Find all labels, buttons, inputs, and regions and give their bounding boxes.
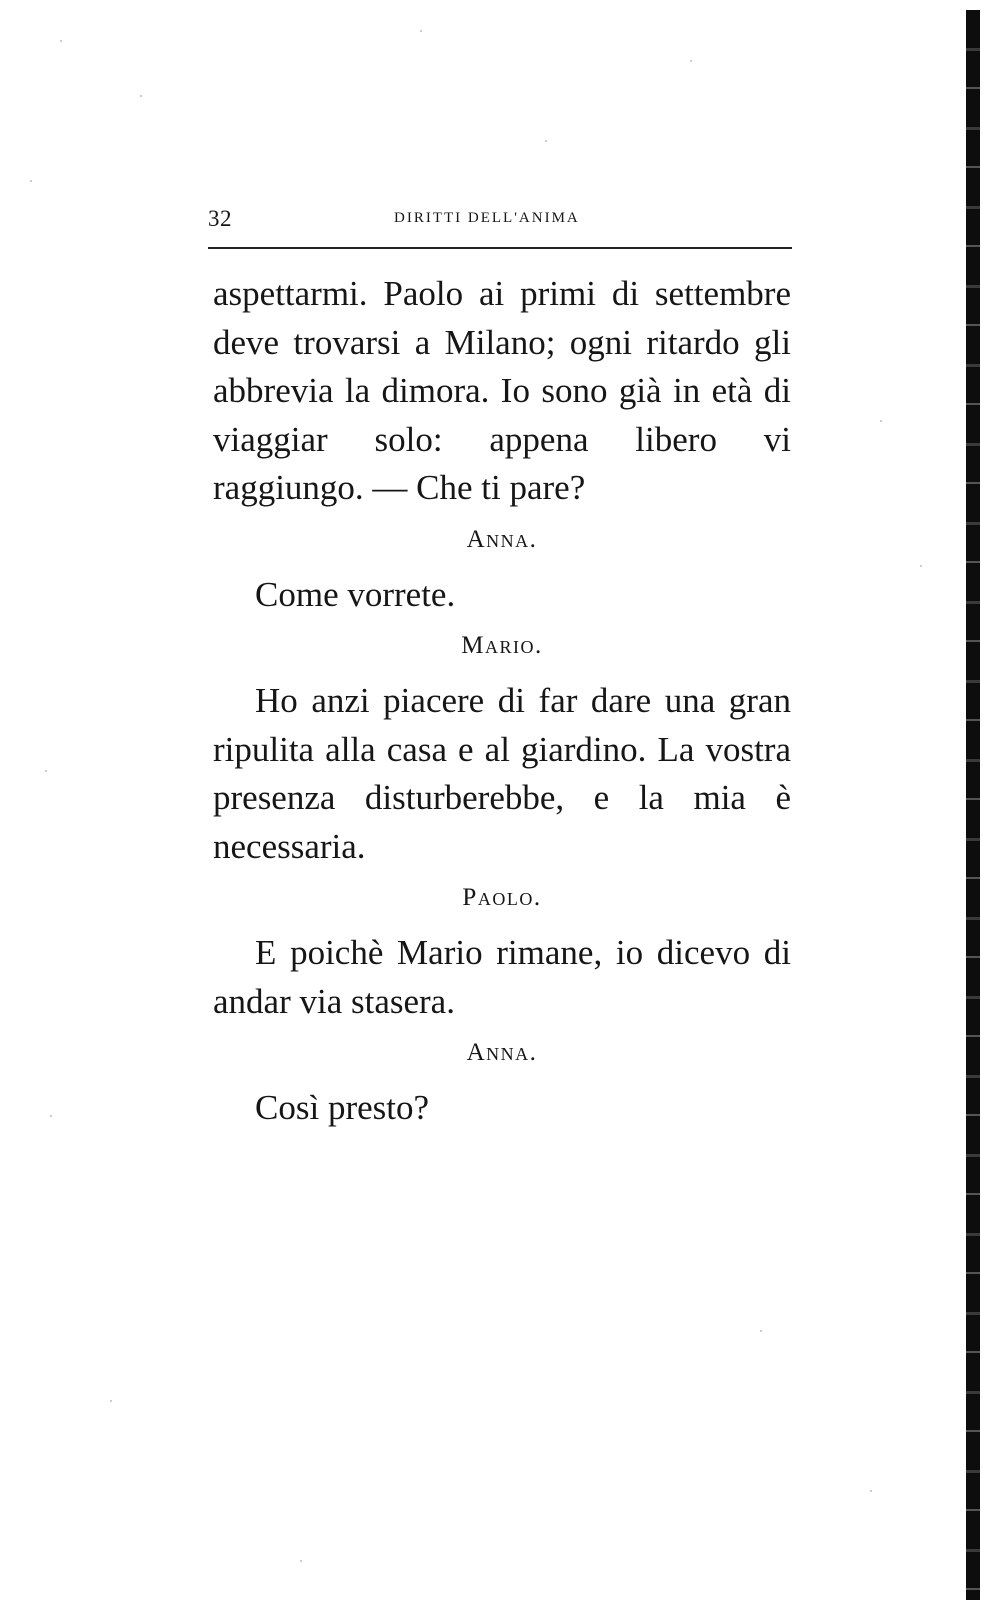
header-rule xyxy=(208,247,792,249)
opening-paragraph: aspettarmi. Paolo ai primi di settembre deve trovarsi a Milano; ogni ritardo gli abbrevia la dimora. Io sono già in età di viaggiar solo: appena libero vi raggiungo. — Che ti pare? xyxy=(213,274,791,507)
scan-speck xyxy=(30,180,32,182)
scan-speck xyxy=(300,1560,302,1562)
scan-speck xyxy=(420,30,422,32)
scan-speck xyxy=(50,1115,52,1117)
dialogue-line: Come vorrete. xyxy=(255,574,456,614)
scan-speck xyxy=(880,420,882,422)
body-text xyxy=(213,270,791,1133)
scan-speck xyxy=(690,60,692,62)
dialogue-line: Così presto? xyxy=(255,1088,430,1127)
speaker-name: Mario. xyxy=(461,632,543,659)
scan-speck xyxy=(110,1400,112,1402)
scan-speck xyxy=(140,95,142,97)
scan-speck xyxy=(45,770,47,772)
scan-speck xyxy=(920,565,922,567)
scan-speck xyxy=(60,40,62,42)
dialogue-line: E poichè Mario rimane, io dicevo di andar via stasera. xyxy=(213,933,791,1021)
scan-speck xyxy=(870,1490,872,1492)
running-head xyxy=(208,206,792,236)
dialogue-line: Ho anzi piacere di far dare una gran ripulita alla casa e al giardino. La vostra presenza disturberebbe, e la mia è necessaria. xyxy=(213,681,791,866)
scan-speck xyxy=(760,1330,762,1332)
speaker-name: Paolo. xyxy=(462,884,542,911)
page-number: 32 xyxy=(208,206,232,231)
speaker-name: Anna. xyxy=(466,1039,538,1066)
page-binding-edge xyxy=(966,10,980,1600)
running-title: DIRITTI DELL'ANIMA xyxy=(394,210,580,226)
scan-speck xyxy=(545,140,547,142)
speaker-name: Anna. xyxy=(466,525,538,553)
